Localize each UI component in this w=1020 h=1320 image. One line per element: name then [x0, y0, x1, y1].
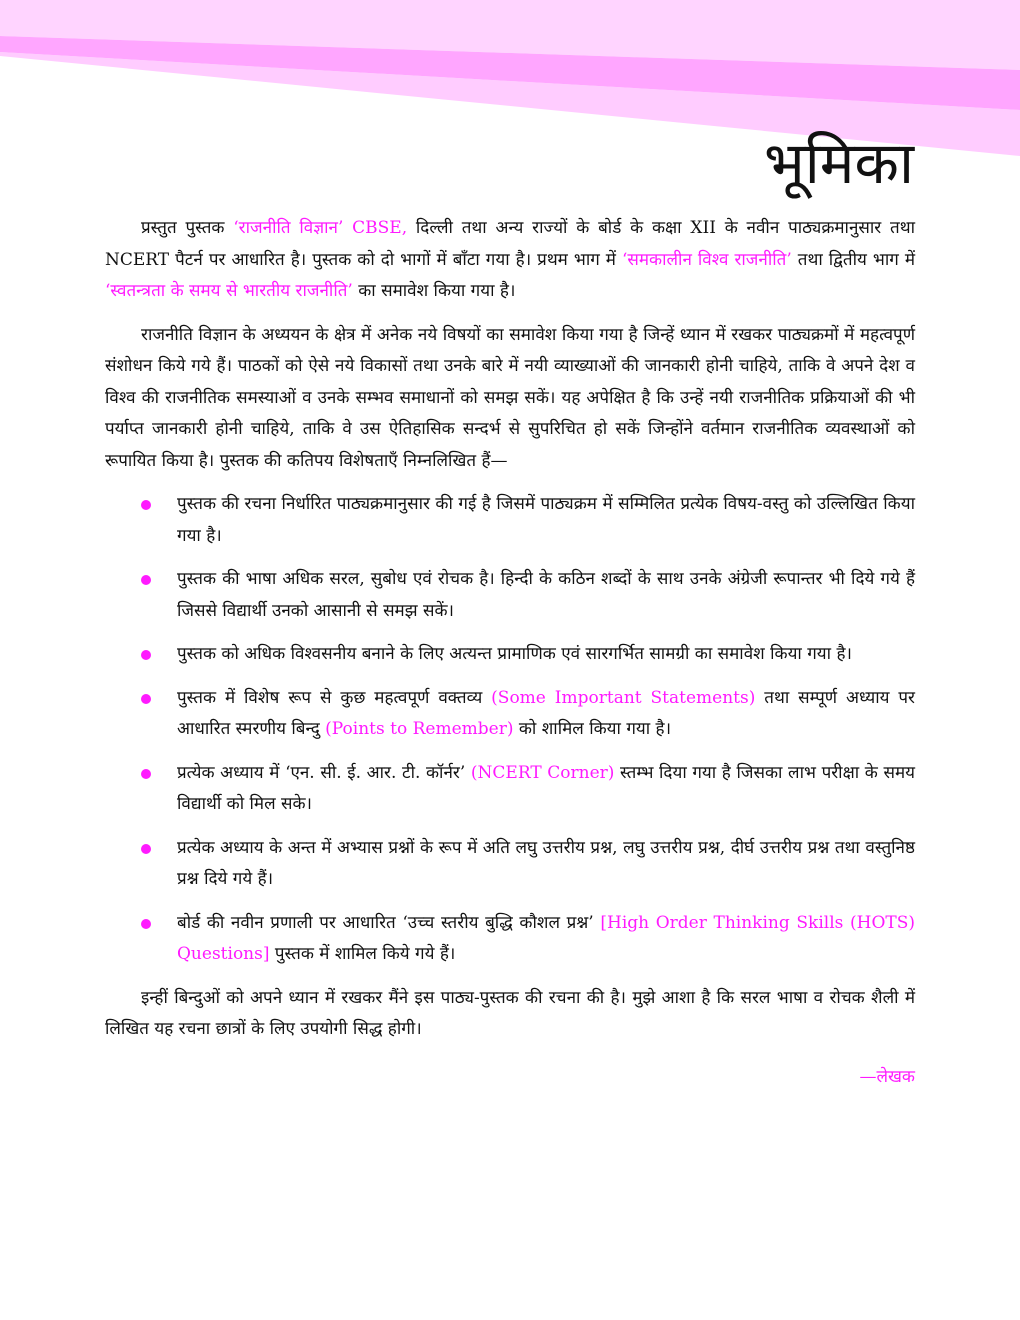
list-item [105, 758, 915, 821]
list-item [105, 833, 915, 896]
bullet-icon [141, 650, 151, 660]
second-paragraph: राजनीति विज्ञान के अध्ययन के क्षेत्र में अनेक नये विषयों का समावेश किया गया है जिन्हें ध्यान में रखकर पाठ्यक्रमों में महत्वपूर्ण संशोधन किये गये हैं। पाठकों को ऐसे नये विकासों तथा उनके बारे में नयी व्याख्याओं की जानकारी होनी चाहिये, ताकि वे अपने देश व विश्व की राजनीतिक समस्याओं व उनके सम्भव समाधानों को समझ सकें। यह अपेक्षित है कि उन्हें नयी राजनीतिक प्रक्रियाओं की भी पर्याप्त जानकारी होनी चाहिये, ताकि वे उस ऐतिहासिक सन्दर्भ से सुपरिचित हो सकें जिन्होंने वर्तमान राजनीतिक व्यवस्थाओं को रूपायित किया है। पुस्तक की कतिपय विशेषताएँ निम्नलिखित हैं— [105, 324, 915, 471]
text: तथा द्वितीय भाग में [791, 249, 916, 270]
list-item [105, 639, 915, 671]
text: पुस्तक की रचना निर्धारित पाठ्यक्रमानुसार की गई है जिसमें पाठ्यक्रम में सम्मिलित प्रत्येक विषय-वस्तु को उल्लिखित किया गया है। [177, 494, 915, 546]
highlight-part-two: ‘स्वतन्त्रता के समय से भारतीय राजनीति’ [105, 281, 353, 301]
bullet-icon [141, 500, 151, 510]
list-item [105, 908, 915, 971]
features-list [105, 489, 915, 971]
text: बोर्ड की नवीन प्रणाली पर आधारित ‘उच्च स्तरीय बुद्धि कौशल प्रश्न’ [177, 912, 601, 933]
author-signature: —लेखक [859, 1066, 915, 1087]
highlight: (NCERT Corner) [470, 762, 615, 783]
text: का समावेश किया गया है। [352, 281, 516, 301]
text: को शामिल किया गया है। [513, 719, 672, 739]
list-item [105, 489, 915, 552]
bullet-icon [141, 769, 151, 779]
text: प्रत्येक अध्याय में ‘एन. सी. ई. आर. टी. कॉर्नर’ [177, 762, 471, 783]
highlight: (Points to Remember) [325, 719, 514, 739]
text: स्तम्भ दिया गया है जिसका लाभ परीक्षा के समय विद्यार्थी को मिल सके। [177, 762, 915, 814]
text: तथा सम्पूर्ण अध्याय पर आधारित स्मरणीय बिन्दु [177, 687, 916, 739]
bullet-icon [141, 575, 151, 585]
text: पुस्तक में शामिल किये गये हैं। [269, 944, 456, 964]
text: पुस्तक में विशेष रूप से कुछ महत्वपूर्ण वक्तव्य [177, 687, 492, 708]
list-item [105, 564, 915, 627]
text: प्रस्तुत पुस्तक [141, 218, 234, 238]
text: प्रत्येक अध्याय के अन्त में अभ्यास प्रश्नों के रूप में अति लघु उत्तरीय प्रश्न, लघु उत्तरीय प्रश्न, दीर्घ उत्तरीय प्रश्न तथा वस्तुनिष्ठ प्रश्न दिये गये हैं। [177, 837, 915, 889]
list-item [105, 683, 915, 746]
highlight-part-one: ‘समकालीन विश्व राजनीति’ [622, 249, 792, 270]
text: दिल्ली तथा अन्य राज्यों के बोर्ड के कक्षा XII के नवीन पाठ्यक्रमानुसार तथा NCERT पैटर्न पर आधारित है। पुस्तक को दो भागों में बाँटा गया है। प्रथम भाग में [105, 218, 915, 270]
page-title: भूमिका [763, 129, 914, 197]
bullet-icon [141, 844, 151, 854]
closing-paragraph: इन्हीं बिन्दुओं को अपने ध्यान में रखकर मैंने इस पाठ्य-पुस्तक की रचना की है। मुझे आशा है कि सरल भाषा व रोचक शैली में लिखित यह रचना छात्रों के लिए उपयोगी सिद्ध होगी। [105, 987, 915, 1039]
bullet-icon [141, 694, 151, 704]
text: पुस्तक को अधिक विश्वसनीय बनाने के लिए अत्यन्त प्रामाणिक एवं सारगर्भित सामग्री का समावेश किया गया है। [177, 644, 852, 664]
text: पुस्तक की भाषा अधिक सरल, सुबोध एवं रोचक है। हिन्दी के कठिन शब्दों के साथ उनके अंग्रेजी रूपान्तर भी दिये गये हैं जिससे विद्यार्थी उनको आसानी से समझ सकें। [177, 569, 915, 621]
intro-paragraph [105, 213, 915, 308]
preface-body [105, 213, 915, 1093]
bullet-icon [141, 919, 151, 929]
highlight: (Some Important Statements) [491, 687, 756, 708]
highlight: [High Order Thinking Skills (HOTS) Questions] [177, 912, 915, 964]
highlight-book-title: ‘राजनीति विज्ञान’ CBSE, [233, 218, 408, 238]
